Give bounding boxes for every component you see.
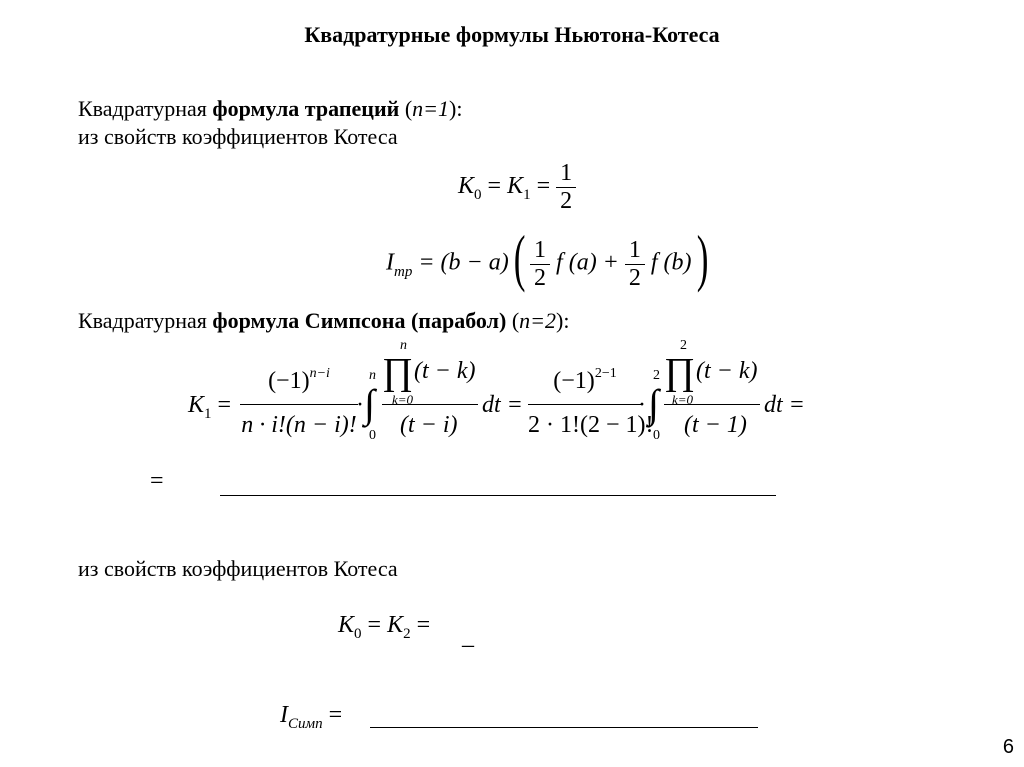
answer-blank-line (220, 494, 776, 496)
simpson-k02-formula: $K_0 = K_2$ = (338, 612, 431, 642)
simpson-i-formula: $I_{Симп}$ = (280, 702, 343, 732)
heading-text: Квадратурная (78, 96, 213, 121)
trapezoid-heading (78, 96, 462, 122)
dt-equals-1: dt = (482, 392, 523, 418)
k0-symbol: K (458, 173, 475, 200)
k0-subscript: 0 (474, 187, 482, 204)
ba-factor: = (b − a) (412, 249, 509, 276)
integral1-sign: ∫ (364, 381, 375, 426)
integral2-lower: 0 (653, 428, 660, 443)
isimp-blank-line (370, 726, 758, 728)
product2-lower: k=0 (672, 392, 694, 407)
integral2-upper: 2 (653, 368, 660, 383)
equals-sign: = (481, 173, 508, 200)
heading-paren-open: ( (399, 96, 413, 121)
i-subscript: тр (394, 263, 413, 280)
product1-lower: k=0 (392, 392, 414, 407)
product2-upper: 2 (680, 338, 687, 353)
heading-paren-close: ): (556, 308, 570, 333)
frac1-numerator: $(-1)^{n-i}$ (268, 366, 330, 394)
fraction-one-half: $\frac{1}{2}$ (625, 237, 645, 292)
left-paren: ( (513, 222, 526, 293)
k02-blank: _ (462, 624, 474, 650)
product1-denominator: (t − i) (400, 412, 458, 438)
frac2-bar (528, 404, 642, 405)
simpson-subheading: из свойств коэффициентов Котеса (78, 556, 398, 581)
frac2-numerator: $(-1)^{2-1}$ (553, 366, 617, 394)
heading-n: n=2 (519, 308, 556, 333)
fb-term: f (b) (644, 249, 692, 276)
product2-denominator: (t − 1) (684, 412, 747, 438)
frac-integrand1-bar (382, 404, 478, 405)
integral2-sign: ∫ (648, 381, 659, 426)
product2-expr: (t − k) (696, 358, 758, 384)
frac1-bar (240, 404, 358, 405)
trapezoid-i-formula (386, 222, 713, 296)
heading-n: n=1 (412, 96, 449, 121)
dot-operator: · (356, 392, 364, 418)
page-number: 6 (1002, 736, 1014, 758)
heading-paren-close: ): (449, 96, 463, 121)
product1-upper: n (400, 338, 407, 353)
trapezoid-k-formula (458, 160, 576, 215)
fraction-one-half: $\frac{1}{2}$ (530, 237, 550, 292)
frac1-denominator: n · i!(n − i)! (241, 412, 357, 438)
continuation-equals: = (150, 468, 164, 494)
heading-bold-text: формула трапеций (212, 96, 400, 121)
i-symbol: I (386, 249, 394, 276)
right-paren: ) (696, 222, 709, 293)
simpson-k1-lhs: $K_1$ = (188, 392, 232, 422)
fraction-one-half: $\frac{1}{2}$ (556, 160, 576, 215)
heading-text: Квадратурная (78, 308, 213, 333)
dt-equals-2: dt = (764, 392, 805, 418)
heading-paren-open: ( (506, 308, 520, 333)
product1-sign: ∏ (382, 351, 414, 393)
dot-operator: · (638, 392, 646, 418)
k1-subscript: 1 (523, 187, 531, 204)
integral1-lower: 0 (369, 428, 376, 443)
frac-integrand2-bar (664, 404, 760, 405)
k1-symbol: K (507, 173, 524, 200)
heading-bold-text: формула Симпсона (парабол) (212, 308, 507, 333)
product2-sign: ∏ (664, 351, 696, 393)
integral1-upper: n (369, 368, 376, 383)
slide-title: Квадратурные формулы Ньютона-Котеса (304, 22, 720, 47)
trapezoid-subheading: из свойств коэффициентов Котеса (78, 124, 398, 149)
fa-term: f (a) + (550, 249, 625, 276)
equals-sign: = (530, 173, 557, 200)
product1-expr: (t − k) (414, 358, 476, 384)
simpson-heading (78, 308, 569, 334)
frac2-denominator: 2 · 1!(2 − 1)! (528, 412, 654, 438)
